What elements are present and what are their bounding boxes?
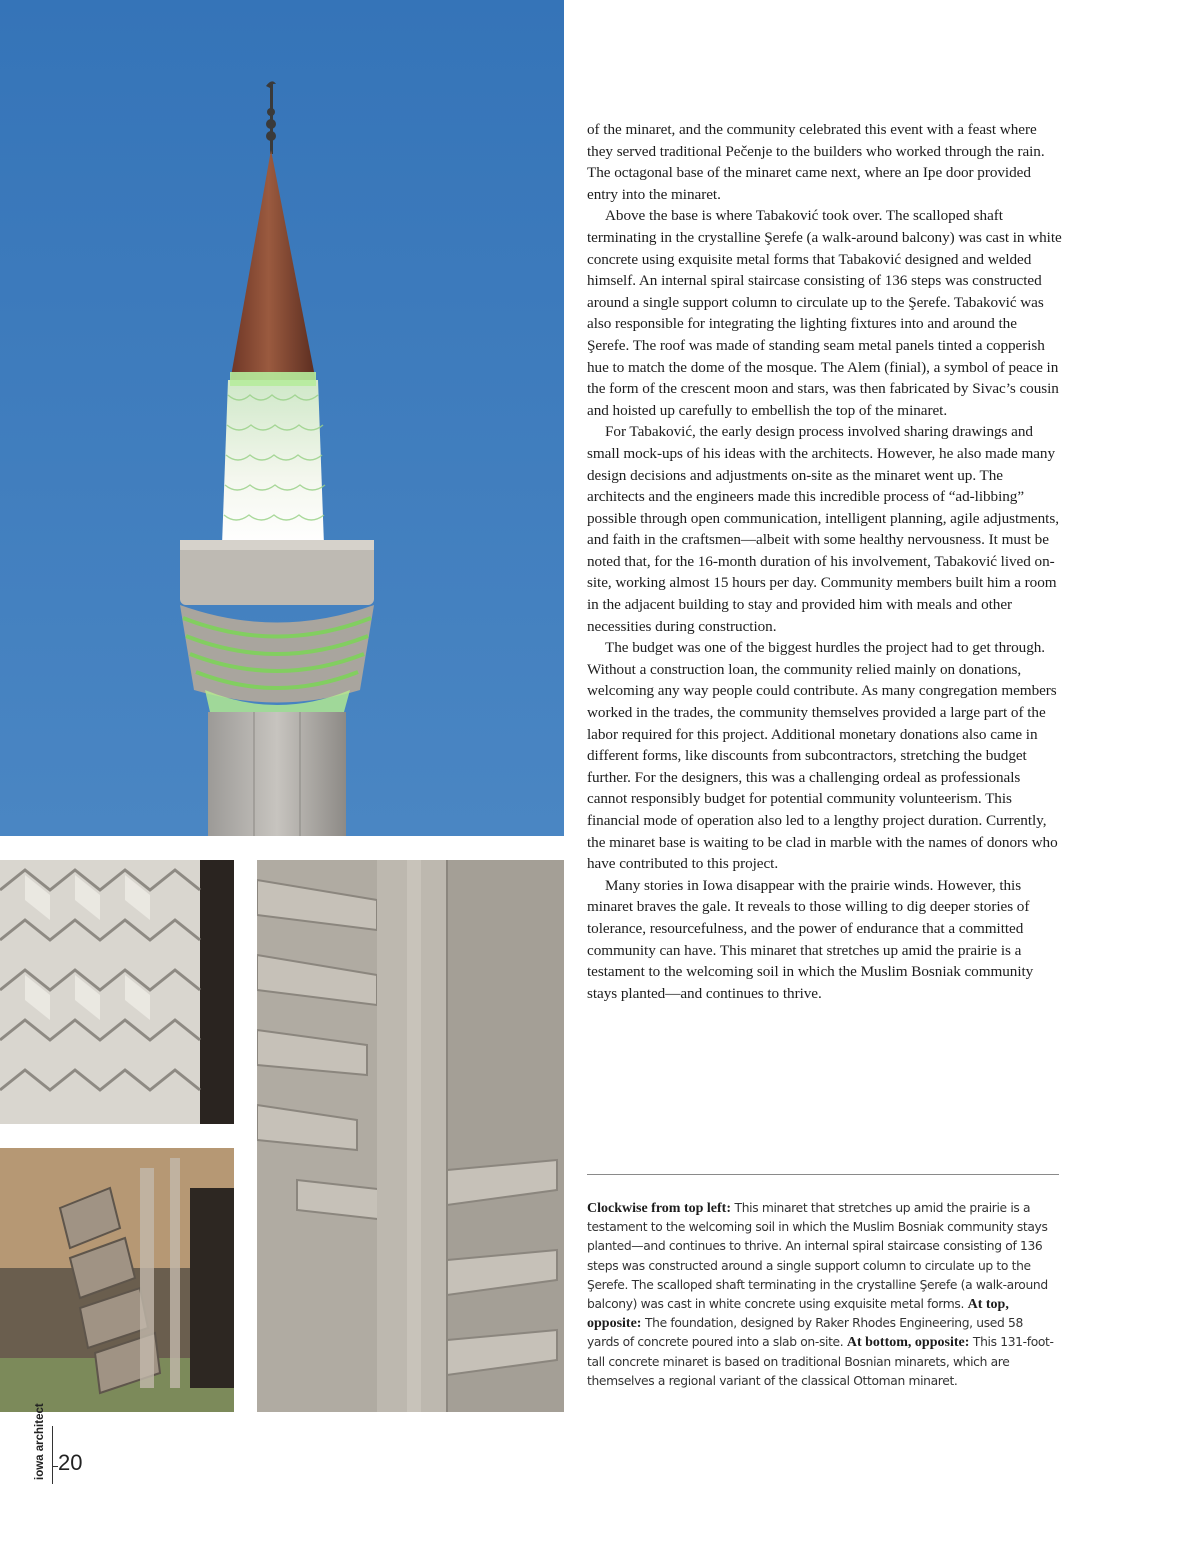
footer-rule xyxy=(52,1426,53,1484)
article-paragraph: For Tabaković, the early design process involved sharing drawings and small mock-ups of his ideas with the architects. However, he also made many design decisions and adjustments on-site as the minaret went up. The architects and the engineers made this incredible process of “ad-libbing” possible through open communication, intelligent planning, agile adjustments, and faith in the craftsmen—albeit with some healthy nervousness. It must be noted that, for the 16-month duration of his involvement, Tabaković lived on-site, working almost 15 hours per day. Community members built him a room in the adjacent building to stay and provided him with meals and other necessities during construction. xyxy=(587,423,1059,635)
page-number: 20 xyxy=(58,1450,83,1475)
article-paragraph: The budget was one of the biggest hurdles the project had to get through. Without a construction loan, the community relied mainly on donations, welcoming any way people could contribute. As many congregation members worked in the trades, the community themselves provided a large part of the labor required for this project. Additional monetary donations also came in different forms, like discounts from subcontractors, stretching the budget further. For the designers, this was a challenging ordeal as professionals cannot responsibly budget for potential community volunteerism. This financial mode of operation also led to a lengthy project duration. Currently, the minaret base is waiting to be clad in marble with the names of donors who have contributed to this project. xyxy=(587,639,1058,873)
magazine-name: iowa architect xyxy=(34,1403,46,1480)
article-paragraph: Above the base is where Tabaković took over. The scalloped shaft terminating in the crystalline Şerefe (a walk-around balcony) was cast in white concrete using exquisite metal forms that Tabaković designed and welded himself. An internal spiral staircase consisting of 136 steps was constructed around a single support column to circulate up to the Şerefe. Tabaković was also responsible for integrating the lighting fixtures into and around the Şerefe. The roof was made of standing seam metal panels tinted a copperish hue to match the dome of the mosque. The Alem (finial), a symbol of peace in the form of the crescent moon and stars, was then fabricated by Sivac’s cousin and hoisted up carefully to embellish the top of the minaret. xyxy=(587,207,1062,419)
scallop-detail-photo xyxy=(0,860,234,1124)
caption-lead: Clockwise from top left: xyxy=(587,1201,731,1216)
caption-text: This minaret that stretches up amid the prairie is a testament to the welcoming soil in which the Muslim Bosniak community stays planted—and continues to thrive. An internal spiral staircase consisting of 136 steps was constructed around a single support column to circulate up to the Şerefe. The scalloped shaft terminating in the crystalline Şerefe (a walk-around balcony) was cast in white concrete using exquisite metal forms. xyxy=(587,1201,1048,1312)
article-paragraph: of the minaret, and the community celebrated this event with a feast where they served traditional Pečenje to the builders who worked through the rain. The octagonal base of the minaret came next, where an Ipe door provided entry into the minaret. xyxy=(587,121,1045,203)
metal-forms-photo xyxy=(0,1148,234,1412)
article-paragraph: Many stories in Iowa disappear with the prairie winds. However, this minaret braves the gale. It reveals to those willing to dig deeper stories of tolerance, resourcefulness, and the power of endurance that a committed community can have. This minaret that stretches up amid the prairie is a testament to the welcoming soil in which the Muslim Bosniak community stays planted—and continues to thrive. xyxy=(587,876,1034,1002)
caption-text: This 131-foot-tall concrete minaret is based on traditional Bosnian minarets, which are themselves a regional variant of the classical Ottoman minaret. xyxy=(587,1335,1054,1388)
article-body xyxy=(587,119,1062,1004)
caption-divider xyxy=(587,1174,1059,1175)
spiral-staircase-photo xyxy=(257,860,564,1412)
caption-text: The foundation, designed by Raker Rhodes Engineering, used 58 yards of concrete poured into a slab on-site. xyxy=(587,1316,1023,1350)
photo-caption xyxy=(587,1199,1057,1391)
caption-subhead: At top, opposite: xyxy=(587,1297,1009,1332)
caption-subhead: At bottom, opposite: xyxy=(846,1335,970,1351)
minaret-photo xyxy=(0,0,564,836)
